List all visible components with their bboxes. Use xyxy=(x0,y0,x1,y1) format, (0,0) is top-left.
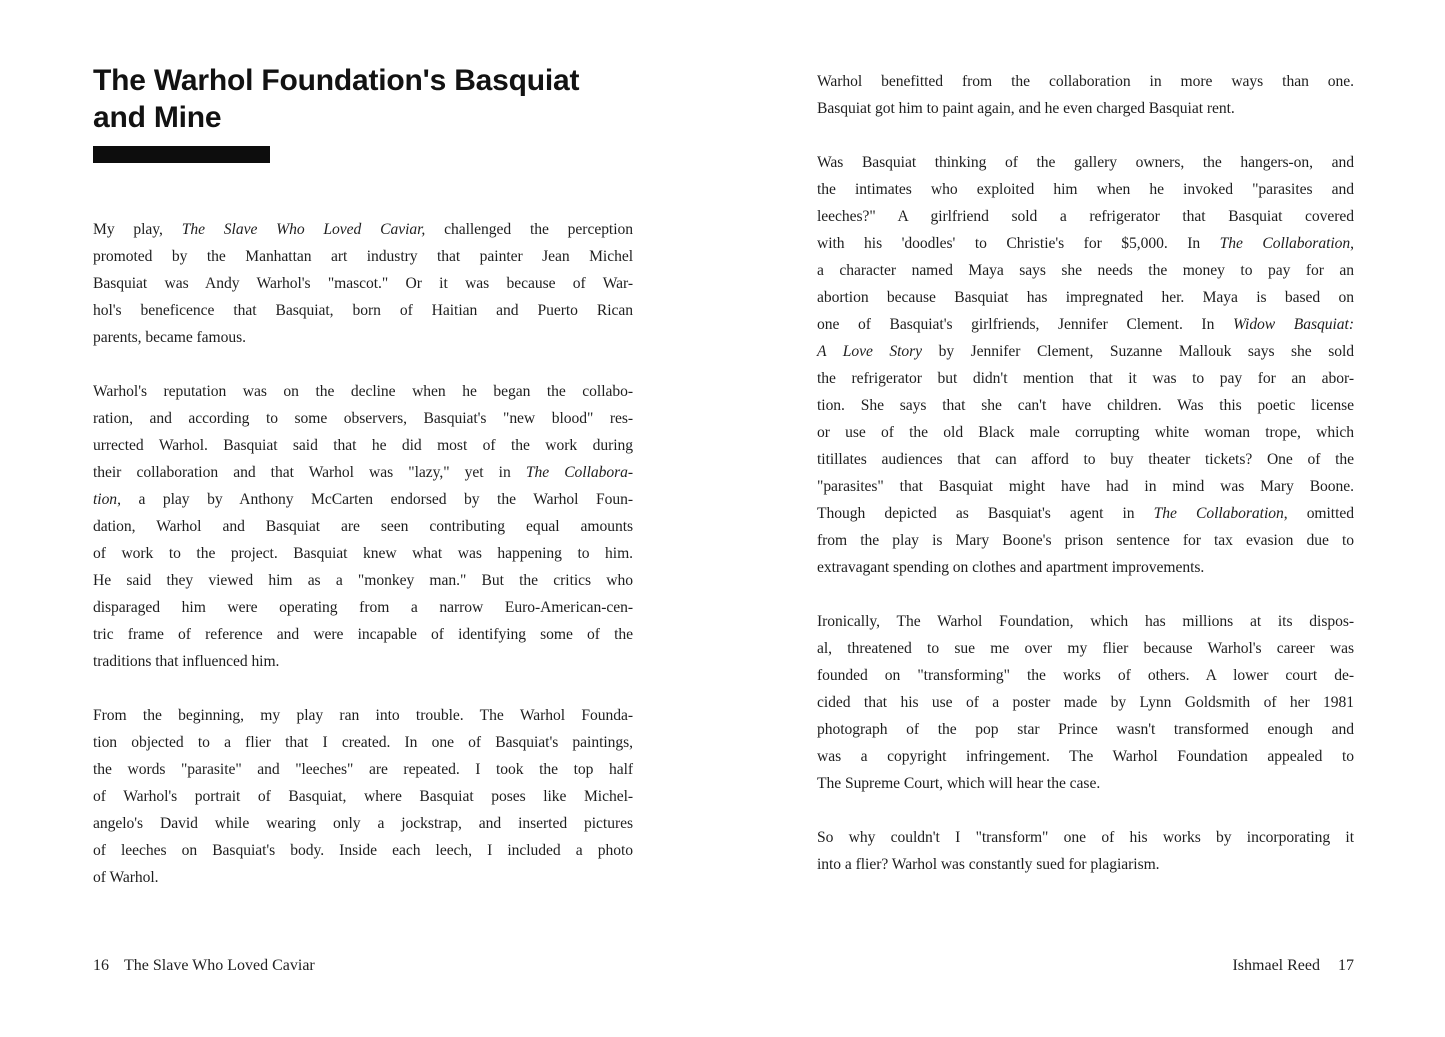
text-line: dation, Warhol and Basquiat are seen contributing equal amounts xyxy=(93,518,633,535)
text-line: of Warhol's portrait of Basquiat, where Basquiat poses like Michel- xyxy=(93,788,633,805)
text-line: Warhol's reputation was on the decline when he began the collabo- xyxy=(93,383,633,400)
text-line: tric frame of reference and were incapable of identifying some of the xyxy=(93,626,633,643)
page-number-right: 17 xyxy=(1338,957,1354,974)
running-title: The Slave Who Loved Caviar xyxy=(124,957,315,974)
text-line: tion. She says that she can't have children. Was this poetic license xyxy=(817,397,1354,414)
paragraph xyxy=(93,378,633,675)
text-line: was a copyright infringement. The Warhol Foundation appealed to xyxy=(817,748,1354,765)
text-line: tion objected to a flier that I created. In one of Basquiat's paintings, xyxy=(93,734,633,751)
text-line: Basquiat got him to paint again, and he even charged Basquiat rent. xyxy=(817,100,1235,117)
italic-title-text: The Collabora- xyxy=(525,464,634,481)
text-line: of leeches on Basquiat's body. Inside each leech, I included a photo xyxy=(93,842,633,859)
italic-title-text: Widow Basquiat: xyxy=(1232,316,1354,333)
text-line: promoted by the Manhattan art industry that painter Jean Michel xyxy=(93,248,633,265)
right-page-body xyxy=(817,68,1354,878)
text-line: Though depicted as Basquiat's agent in The Collaboration, omitted xyxy=(817,505,1354,522)
text-line: Warhol benefitted from the collaboration in more ways than one. xyxy=(817,73,1354,90)
text-line: or use of the old Black male corrupting white woman trope, which xyxy=(817,424,1354,441)
text-line: titillates audiences that can afford to buy theater tickets? One of the xyxy=(817,451,1354,468)
text-line: angelo's David while wearing only a jockstrap, and inserted pictures xyxy=(93,815,633,832)
text-line: of work to the project. Basquiat knew what was happening to him. xyxy=(93,545,633,562)
title-underline-bar xyxy=(93,146,270,163)
text-line: Was Basquiat thinking of the gallery owners, the hangers-on, and xyxy=(817,154,1354,171)
text-line: the words "parasite" and "leeches" are repeated. I took the top half xyxy=(93,761,633,778)
text-line: abortion because Basquiat has impregnated her. Maya is based on xyxy=(817,289,1354,306)
text-line: the intimates who exploited him when he invoked "parasites and xyxy=(817,181,1354,198)
text-line: one of Basquiat's girlfriends, Jennifer Clement. In Widow Basquiat: xyxy=(817,316,1354,333)
paragraph xyxy=(93,216,633,351)
text-line: From the beginning, my play ran into trouble. The Warhol Founda- xyxy=(93,707,633,724)
text-line: Basquiat was Andy Warhol's "mascot." Or it was because of War- xyxy=(93,275,633,292)
text-line: So why couldn't I "transform" one of his works by incorporating it xyxy=(817,829,1354,846)
text-line: disparaged him were operating from a narrow Euro-American-cen- xyxy=(93,599,633,616)
text-line: extravagant spending on clothes and apartment improvements. xyxy=(817,559,1205,576)
italic-title-text: The Collaboration xyxy=(1219,235,1351,252)
text-line: the refrigerator but didn't mention that it was to pay for an abor- xyxy=(817,370,1354,387)
text-line: He said they viewed him as a "monkey man." But the critics who xyxy=(93,572,633,589)
text-line: with his 'doodles' to Christie's for $5,000. In The Collaboration, xyxy=(817,235,1354,252)
text-line: of Warhol. xyxy=(93,869,159,886)
text-line: photograph of the pop star Prince wasn't transformed enough and xyxy=(817,721,1354,738)
text-line: A Love Story by Jennifer Clement, Suzanne Mallouk says she sold xyxy=(817,343,1355,360)
text-line: a character named Maya says she needs the money to pay for an xyxy=(817,262,1354,279)
paragraph xyxy=(93,702,633,891)
text-line: My play, The Slave Who Loved Caviar, challenged the perception xyxy=(93,221,633,238)
text-line: tion, a play by Anthony McCarten endorsed by the Warhol Foun- xyxy=(93,491,633,508)
text-line: "parasites" that Basquiat might have had in mind was Mary Boone. xyxy=(817,478,1354,495)
page-number-left: 16 xyxy=(93,957,109,974)
text-line: founded on "transforming" the works of others. A lower court de- xyxy=(817,667,1354,684)
text-line: urrected Warhol. Basquiat said that he did most of the work during xyxy=(93,437,633,454)
right-page-footer xyxy=(817,956,1354,976)
chapter-title-line2: and Mine xyxy=(93,101,222,134)
text-line: cided that his use of a poster made by Lynn Goldsmith of her 1981 xyxy=(817,694,1354,711)
text-line: hol's beneficence that Basquiat, born of Haitian and Puerto Rican xyxy=(93,302,633,319)
paragraph xyxy=(817,68,1354,122)
text-line: their collaboration and that Warhol was "lazy," yet in The Collabora- xyxy=(93,464,634,481)
left-page-body xyxy=(93,216,633,891)
text-line: parents, became famous. xyxy=(93,329,246,346)
paragraph xyxy=(817,149,1354,581)
italic-title-text: A Love Story xyxy=(817,343,923,360)
italic-title-text: tion xyxy=(93,491,118,508)
chapter-title-line1: The Warhol Foundation's Basquiat xyxy=(93,64,580,97)
text-line: from the play is Mary Boone's prison sentence for tax evasion due to xyxy=(817,532,1354,549)
text-line: traditions that influenced him. xyxy=(93,653,280,670)
author-name: Ishmael Reed xyxy=(1232,957,1320,974)
chapter-title xyxy=(93,62,579,136)
text-line: al, threatened to sue me over my flier because Warhol's career was xyxy=(817,640,1354,657)
text-line: ration, and according to some observers, Basquiat's "new blood" res- xyxy=(93,410,633,427)
text-line: The Supreme Court, which will hear the case. xyxy=(817,775,1101,792)
italic-title-text: The Slave Who Loved Caviar, xyxy=(181,221,426,238)
text-line: leeches?" A girlfriend sold a refrigerator that Basquiat covered xyxy=(817,208,1354,225)
text-line: Ironically, The Warhol Foundation, which has millions at its dispos- xyxy=(817,613,1354,630)
italic-title-text: The Collaboration xyxy=(1153,505,1284,522)
paragraph xyxy=(817,608,1354,797)
text-line: into a flier? Warhol was constantly sued for plagiarism. xyxy=(817,856,1160,873)
paragraph xyxy=(817,824,1354,878)
left-page-footer xyxy=(93,956,315,976)
